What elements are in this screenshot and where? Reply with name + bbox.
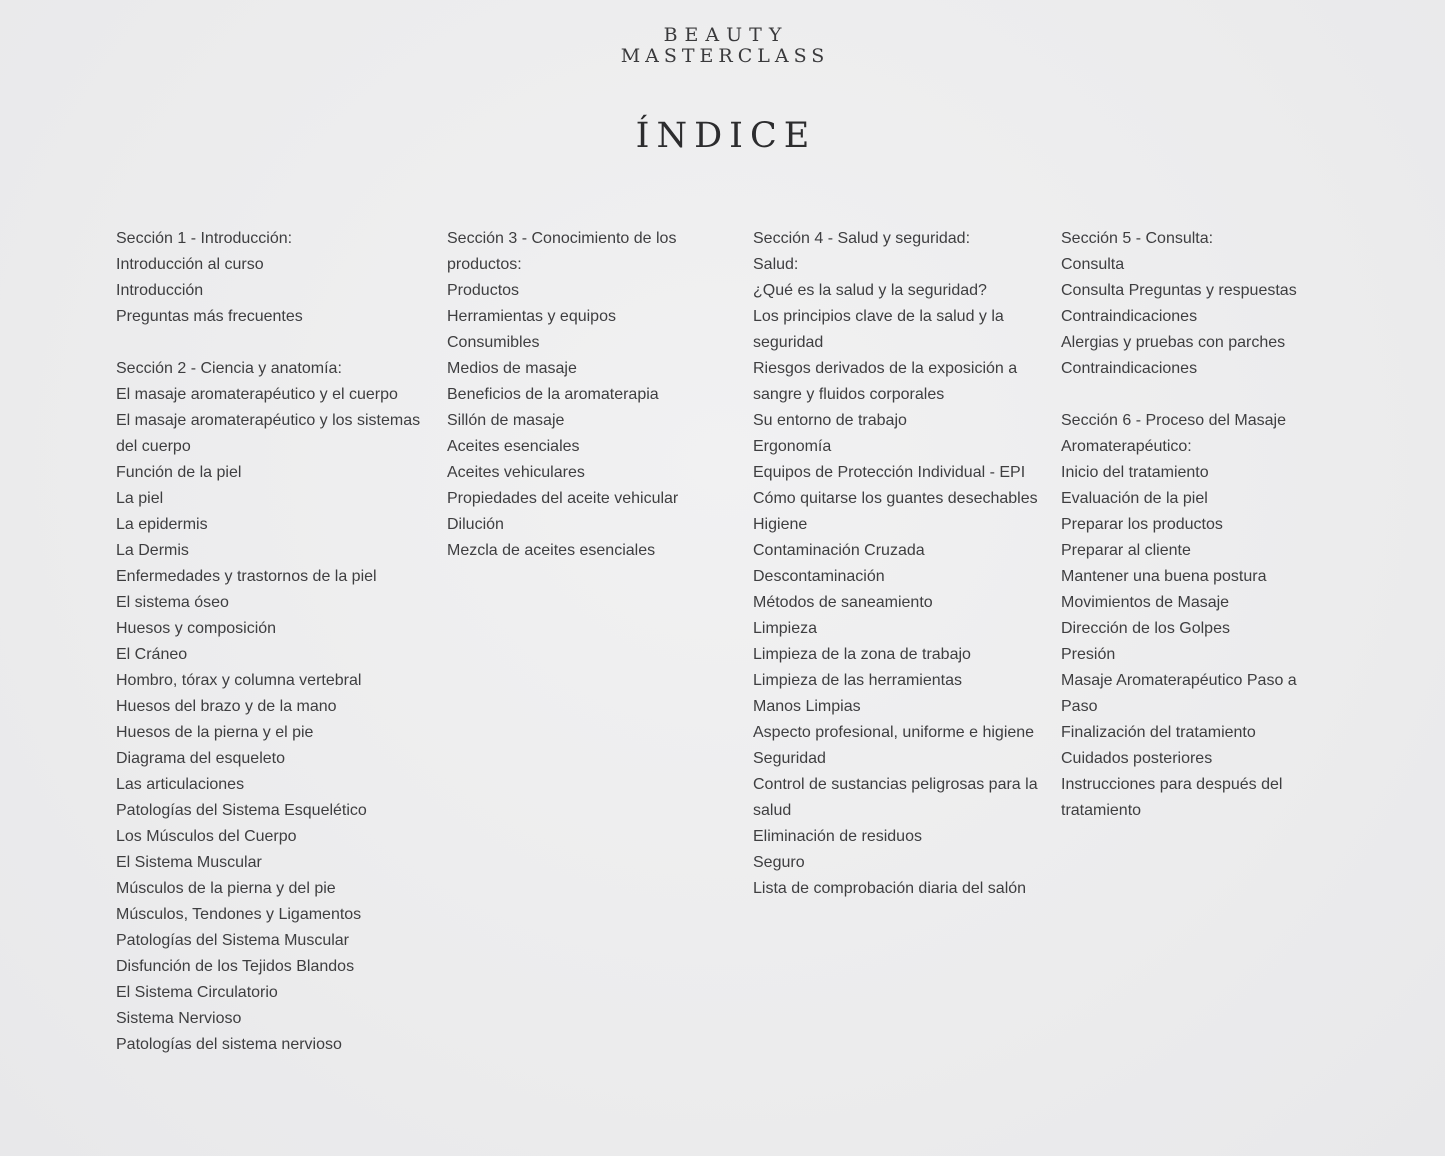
toc-entry: Ergonomía [753,438,832,455]
toc-entry: Dirección de los Golpes [1061,620,1230,637]
toc-entry: Cuidados posteriores [1061,750,1213,767]
toc-entry: Músculos, Tendones y Ligamentos [116,906,362,923]
toc-entry: Herramientas y equipos [447,308,616,325]
toc-entry: Los principios clave de la salud y la seguridad [753,308,1004,351]
toc-entry: Patologías del sistema nervioso [116,1036,342,1053]
toc-entry: Huesos de la pierna y el pie [116,724,314,741]
toc-entry: El masaje aromaterapéutico y el cuerpo [116,386,398,403]
toc-entry: Contraindicaciones [1061,308,1198,325]
toc-entry: El Sistema Muscular [116,854,262,871]
section-heading: Sección 2 - Ciencia y anatomía: [116,360,342,377]
section-heading: Sección 1 - Introducción: [116,230,293,247]
toc-entry: Métodos de saneamiento [753,594,933,611]
toc-entry: Cómo quitarse los guantes desechables [753,490,1038,507]
toc-entry: Medios de masaje [447,360,577,377]
brand-line-2: MASTERCLASS [620,45,830,67]
toc-entry: Hombro, tórax y columna vertebral [116,672,362,689]
toc-entry: Contraindicaciones [1061,360,1198,377]
toc-entry: Mezcla de aceites esenciales [447,542,656,559]
section-heading: Sección 5 - Consulta: [1061,230,1214,247]
toc-column-2 [447,226,717,564]
toc-entry: Presión [1061,646,1116,663]
toc-entry: Huesos del brazo y de la mano [116,698,337,715]
toc-entry: Instrucciones para después del tratamiento [1061,776,1283,819]
toc-column-4 [1061,226,1321,824]
toc-entry: Huesos y composición [116,620,277,637]
toc-entry: Manos Limpias [753,698,861,715]
toc-column-1 [116,226,426,1058]
section-heading: Sección 6 - Proceso del Masaje Aromaterapéutico: [1061,412,1286,455]
toc-entry: El Sistema Circulatorio [116,984,278,1001]
brand-line-1: BEAUTY [663,24,789,46]
toc-entry: Consulta [1061,256,1125,273]
toc-entry: Equipos de Protección Individual - EPI [753,464,1026,481]
toc-entry: Diagrama del esqueleto [116,750,285,767]
toc-entry: El Cráneo [116,646,188,663]
toc-entry: Consumibles [447,334,540,351]
toc-entry: Eliminación de residuos [753,828,922,845]
toc-entry: Preparar los productos [1061,516,1223,533]
toc-entry: Su entorno de trabajo [753,412,907,429]
toc-entry: Preparar al cliente [1061,542,1191,559]
toc-entry: Sistema Nervioso [116,1010,242,1027]
toc-entry: Aceites esenciales [447,438,580,455]
brand-logo [0,25,1445,67]
toc-entry: Finalización del tratamiento [1061,724,1256,741]
toc-entry: Limpieza [753,620,818,637]
toc-entry: Patologías del Sistema Esquelético [116,802,367,819]
toc-entry: Beneficios de la aromaterapia [447,386,659,403]
toc-entry: Sillón de masaje [447,412,565,429]
toc-entry: Disfunción de los Tejidos Blandos [116,958,355,975]
section-heading: Sección 4 - Salud y seguridad: [753,230,971,247]
toc-entry: Evaluación de la piel [1061,490,1208,507]
toc-entry: Seguridad [753,750,826,767]
toc-entry: Aceites vehiculares [447,464,585,481]
toc-entry: Productos [447,282,520,299]
toc-column-3 [753,226,1045,902]
section-gap [116,330,426,356]
toc-entry: Mantener una buena postura [1061,568,1267,585]
toc-entry: Músculos de la pierna y del pie [116,880,336,897]
toc-entry: Descontaminación [753,568,885,585]
toc-entry: Alergias y pruebas con parches [1061,334,1286,351]
toc-entry: Higiene [753,516,808,533]
toc-entry: Introducción al curso [116,256,264,273]
toc-entry: Preguntas más frecuentes [116,308,303,325]
toc-entry: Control de sustancias peligrosas para la salud [753,776,1038,819]
toc-entry: La piel [116,490,164,507]
toc-entry: Aspecto profesional, uniforme e higiene [753,724,1035,741]
toc-entry: Lista de comprobación diaria del salón [753,880,1027,897]
toc-entry: Propiedades del aceite vehicular [447,490,679,507]
toc-entry: Contaminación Cruzada [753,542,925,559]
toc-entry: El sistema óseo [116,594,229,611]
toc-entry: Limpieza de las herramientas [753,672,962,689]
toc-entry: Consulta Preguntas y respuestas [1061,282,1297,299]
toc-entry: Los Músculos del Cuerpo [116,828,297,845]
toc-entry: Introducción [116,282,204,299]
toc-entry: Patologías del Sistema Muscular [116,932,349,949]
toc-entry: Salud: [753,256,799,273]
toc-entry: Inicio del tratamiento [1061,464,1209,481]
toc-entry: Enfermedades y trastornos de la piel [116,568,377,585]
toc-entry: El masaje aromaterapéutico y los sistemas del cuerpo [116,412,421,455]
toc-entry: Función de la piel [116,464,242,481]
section-gap [1061,382,1321,408]
toc-entry: La Dermis [116,542,189,559]
toc-entry: Limpieza de la zona de trabajo [753,646,971,663]
toc-entry: Dilución [447,516,504,533]
toc-entry: Las articulaciones [116,776,245,793]
toc-entry: Seguro [753,854,805,871]
toc-entry: La epidermis [116,516,208,533]
section-heading: Sección 3 - Conocimiento de los productos: [447,230,677,273]
toc-entry: Movimientos de Masaje [1061,594,1230,611]
toc-entry: Masaje Aromaterapéutico Paso a Paso [1061,672,1297,715]
toc-entry: ¿Qué es la salud y la seguridad? [753,282,987,299]
toc-entry: Riesgos derivados de la exposición a sangre y fluidos corporales [753,360,1018,403]
page-title: ÍNDICE [635,116,817,156]
